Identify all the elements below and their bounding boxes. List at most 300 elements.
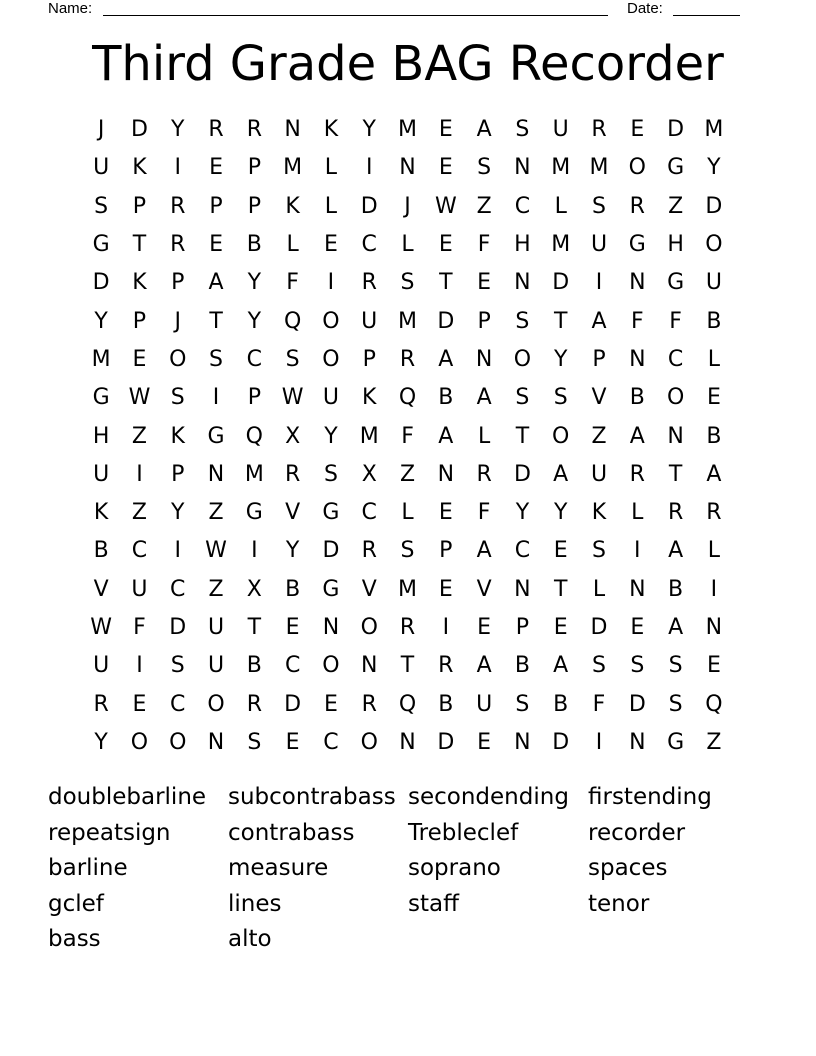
word-bank-item: secondending (408, 784, 569, 810)
grid-letter: Y (247, 270, 262, 296)
grid-letter: O (360, 615, 378, 640)
grid-letter: I (595, 729, 603, 755)
grid-letter: A (208, 270, 224, 296)
grid-letter: M (359, 423, 379, 449)
grid-letter: R (93, 691, 109, 717)
grid-letter: T (209, 308, 223, 334)
word-bank-item: repeatsign (48, 819, 171, 846)
grid-letter: E (438, 155, 453, 181)
grid-letter: P (209, 193, 223, 219)
grid-letter: C (170, 576, 186, 602)
grid-letter: B (553, 691, 569, 717)
grid-letter: E (438, 500, 453, 526)
grid-letter: A (438, 423, 454, 449)
grid-letter: B (285, 576, 301, 602)
grid-letter: J (97, 117, 105, 143)
grid-letter: E (438, 576, 453, 602)
grid-letter: S (323, 461, 338, 487)
grid-letter: E (438, 117, 453, 143)
grid-letter: P (247, 155, 261, 181)
grid-letter: Y (553, 346, 568, 372)
grid-letter: R (170, 232, 186, 258)
grid-letter: F (477, 500, 491, 526)
grid-letter: I (174, 155, 181, 181)
grid-letter: S (515, 117, 530, 143)
grid-letter: S (592, 653, 606, 679)
grid-letter: T (247, 615, 262, 640)
grid-letter: U (207, 653, 225, 679)
grid-letter: Z (208, 576, 224, 602)
grid-letter: R (667, 500, 684, 526)
grid-letter: E (285, 729, 300, 755)
grid-letter: Z (706, 729, 722, 755)
grid-letter: E (553, 538, 568, 564)
grid-letter: S (592, 538, 606, 564)
grid-letter: U (476, 691, 493, 717)
grid-row (82, 417, 733, 455)
grid-letter: E (323, 232, 338, 258)
grid-letter: R (170, 193, 186, 219)
grid-letter: I (595, 270, 603, 296)
grid-letter: Y (707, 155, 721, 181)
grid-letter: S (400, 270, 415, 296)
word-bank-item: alto (228, 926, 272, 952)
grid-letter: D (628, 691, 646, 717)
grid-letter: P (477, 308, 491, 334)
grid-letter: S (592, 193, 606, 219)
grid-letter: T (553, 576, 568, 602)
page-title: Third Grade BAG Recorder (92, 36, 724, 92)
grid-letter: O (666, 385, 685, 411)
grid-letter: S (247, 729, 262, 755)
grid-letter: Z (399, 461, 416, 487)
grid-letter: B (668, 576, 684, 602)
grid-letter: R (476, 461, 492, 487)
grid-letter: I (442, 615, 450, 640)
grid-letter: L (324, 155, 338, 181)
grid-letter: O (360, 729, 378, 755)
grid-letter: L (401, 232, 414, 258)
header-line (0, 0, 816, 20)
grid-letter: O (322, 308, 340, 334)
grid-letter: Y (362, 117, 376, 143)
word-bank-item: barline (48, 855, 128, 881)
grid-letter: U (590, 461, 608, 487)
grid-letter: M (551, 232, 571, 258)
grid-letter: R (246, 691, 262, 717)
grid-letter: D (590, 615, 608, 640)
grid-letter: V (361, 576, 377, 602)
grid-letter: L (401, 500, 414, 526)
grid-letter: C (246, 346, 263, 372)
grid-letter: S (170, 385, 185, 411)
grid-letter: E (630, 117, 645, 143)
grid-letter: W (281, 385, 304, 411)
word-bank-item: measure (228, 855, 329, 881)
grid-letter: N (207, 729, 225, 755)
grid-letter: E (706, 653, 721, 679)
grid-letter: N (284, 117, 301, 143)
grid-letter: Y (324, 423, 338, 449)
grid-letter: W (128, 385, 151, 411)
grid-letter: Y (94, 729, 108, 755)
grid-letter: C (514, 193, 531, 219)
grid-letter: U (93, 155, 110, 181)
grid-letter: B (706, 423, 722, 449)
grid-letter: I (174, 538, 181, 564)
word-bank-item: gclef (48, 890, 104, 917)
grid-letter: F (286, 270, 299, 296)
grid-letter: C (170, 691, 186, 717)
grid-letter: R (208, 117, 224, 143)
grid-letter: F (401, 423, 414, 449)
grid-letter: Z (668, 193, 684, 219)
grid-letter: W (205, 538, 227, 564)
word-bank-item: bass (48, 926, 101, 952)
grid-letter: L (324, 193, 338, 219)
grid-letter: N (629, 270, 646, 296)
grid-row (82, 149, 733, 187)
grid-letter: N (360, 653, 378, 679)
grid-letter: U (93, 461, 110, 487)
grid-letter: P (247, 385, 261, 411)
grid-letter: M (244, 461, 264, 487)
word-bank-item: Trebleclef (408, 819, 519, 846)
grid-letter: N (629, 729, 646, 755)
grid-letter: A (476, 385, 492, 411)
grid-letter: M (704, 117, 724, 143)
grid-letter: E (132, 346, 147, 372)
grid-letter: D (552, 729, 570, 755)
grid-letter: A (476, 538, 492, 564)
grid-letter: S (515, 691, 530, 717)
grid-letter: N (667, 423, 684, 449)
grid-row (82, 647, 733, 685)
grid-letter: L (631, 500, 644, 526)
word-bank-item: tenor (588, 890, 650, 917)
grid-letter: P (247, 193, 261, 219)
grid-letter: V (93, 576, 109, 602)
grid-letter: B (706, 308, 722, 334)
grid-letter: R (361, 538, 377, 564)
grid-letter: N (514, 576, 531, 602)
grid-letter: E (477, 615, 492, 640)
grid-letter: F (630, 308, 644, 334)
grid-letter: R (284, 461, 301, 487)
grid-letter: O (628, 155, 646, 181)
grid-letter: E (477, 729, 492, 755)
grid-letter: K (132, 155, 147, 181)
grid-letter: D (705, 193, 723, 219)
grid-letter: C (284, 653, 301, 679)
grid-letter: R (629, 461, 645, 487)
grid-letter: A (706, 461, 722, 487)
grid-letter: P (171, 270, 185, 296)
grid-letter: P (132, 308, 147, 334)
grid-letter: N (399, 155, 416, 181)
word-bank-item: recorder (588, 819, 686, 846)
grid-row (82, 302, 733, 340)
grid-letter: N (629, 576, 646, 602)
grid-letter: O (130, 729, 149, 755)
grid-letter: D (513, 461, 531, 487)
grid-letter: E (209, 232, 223, 258)
grid-letter: Z (208, 500, 224, 526)
grid-row (82, 456, 733, 494)
grid-letter: S (209, 346, 224, 372)
grid-letter: N (475, 346, 493, 372)
date-field[interactable] (673, 15, 740, 16)
grid-letter: D (667, 117, 685, 143)
grid-letter: B (438, 691, 454, 717)
grid-letter: L (554, 193, 567, 219)
grid-letter: R (629, 193, 645, 219)
grid-letter: M (551, 155, 571, 181)
grid-letter: G (667, 270, 685, 296)
grid-letter: R (246, 117, 262, 143)
grid-letter: Z (131, 423, 147, 449)
grid-letter: R (399, 615, 416, 640)
grid-letter: Z (591, 423, 607, 449)
grid-letter: K (170, 423, 185, 449)
grid-letter: I (251, 538, 258, 564)
word-bank-item: spaces (588, 855, 668, 881)
grid-letter: F (592, 691, 606, 717)
grid-letter: M (589, 155, 609, 181)
grid-letter: N (514, 155, 531, 181)
grid-letter: K (362, 385, 377, 411)
grid-letter: L (707, 538, 721, 564)
grid-letter: M (91, 346, 111, 372)
grid-letter: F (669, 308, 682, 334)
grid-letter: O (169, 346, 187, 372)
grid-letter: K (285, 193, 300, 219)
grid-letter: E (438, 232, 453, 258)
grid-letter: U (705, 270, 722, 296)
grid-row (82, 226, 733, 264)
grid-letter: S (285, 346, 300, 372)
grid-letter: P (439, 538, 453, 564)
grid-letter: B (93, 538, 109, 564)
grid-letter: G (245, 500, 263, 526)
grid-row (82, 111, 733, 149)
grid-letter: Z (476, 193, 492, 219)
grid-row (82, 494, 733, 532)
grid-letter: S (630, 653, 645, 679)
grid-letter: X (285, 423, 301, 449)
grid-letter: D (322, 538, 340, 564)
grid-letter: I (634, 538, 641, 564)
word-bank-item: staff (408, 890, 459, 917)
grid-letter: C (361, 500, 377, 526)
grid-letter: C (323, 729, 339, 755)
grid-letter: A (476, 653, 492, 679)
grid-letter: E (323, 691, 338, 717)
grid-letter: O (169, 729, 187, 755)
grid-letter: T (553, 308, 568, 334)
grid-letter: U (322, 385, 339, 411)
date-label: Date: (627, 0, 663, 17)
grid-letter: K (591, 500, 607, 526)
word-bank-item: firstending (588, 784, 712, 810)
grid-letter: I (136, 653, 143, 679)
grid-letter: N (207, 461, 225, 487)
grid-letter: M (398, 117, 418, 143)
grid-letter: Q (283, 308, 302, 334)
grid-letter: G (322, 500, 340, 526)
grid-letter: X (246, 576, 262, 602)
grid-letter: V (591, 385, 607, 411)
grid-letter: E (553, 615, 568, 640)
grid-letter: I (136, 461, 143, 487)
grid-letter: A (476, 117, 492, 143)
grid-letter: T (668, 461, 683, 487)
grid-letter: Q (245, 423, 263, 449)
grid-letter: S (170, 653, 185, 679)
grid-letter: C (361, 232, 377, 258)
grid-letter: E (706, 385, 721, 411)
grid-letter: Y (171, 500, 185, 526)
grid-letter: D (284, 691, 302, 717)
grid-letter: T (439, 270, 453, 296)
grid-letter: V (476, 576, 492, 602)
name-field[interactable] (103, 15, 608, 16)
grid-letter: Y (515, 500, 530, 526)
grid-letter: Z (131, 500, 147, 526)
grid-letter: D (437, 729, 455, 755)
grid-letter: T (515, 423, 530, 449)
grid-letter: D (169, 615, 187, 640)
grid-letter: S (668, 653, 683, 679)
grid-letter: H (514, 232, 531, 258)
grid-letter: O (322, 653, 340, 679)
grid-letter: L (592, 576, 606, 602)
grid-letter: S (553, 385, 568, 411)
grid-letter: R (591, 117, 607, 143)
grid-letter: H (92, 423, 110, 449)
grid-letter: N (437, 461, 455, 487)
grid-letter: U (93, 653, 110, 679)
grid-letter: E (630, 615, 645, 640)
grid-letter: Y (171, 117, 185, 143)
grid-letter: E (132, 691, 147, 717)
grid-letter: I (212, 385, 220, 411)
grid-letter: G (92, 232, 110, 258)
grid-letter: O (552, 423, 570, 449)
grid-letter: N (705, 615, 723, 640)
grid-letter: R (361, 691, 377, 717)
grid-letter: K (132, 270, 147, 296)
grid-letter: D (130, 117, 148, 143)
grid-letter: F (477, 232, 491, 258)
grid-letter: W (434, 193, 457, 219)
grid-letter: S (515, 385, 530, 411)
grid-letter: Q (705, 691, 723, 717)
grid-row (82, 685, 733, 723)
word-bank-item: soprano (408, 855, 501, 881)
grid-letter: R (399, 346, 416, 372)
grid-letter: F (133, 615, 146, 640)
grid-letter: P (592, 346, 606, 372)
grid-letter: A (668, 615, 684, 640)
grid-letter: N (514, 729, 531, 755)
grid-letter: D (437, 308, 455, 334)
grid-letter: T (132, 232, 147, 258)
grid-letter: C (131, 538, 148, 564)
grid-letter: S (515, 308, 530, 334)
grid-letter: U (361, 308, 378, 334)
grid-letter: Q (398, 691, 417, 717)
grid-letter: Y (285, 538, 300, 564)
grid-letter: A (553, 653, 569, 679)
grid-letter: L (477, 423, 491, 449)
grid-letter: R (361, 270, 377, 296)
grid-letter: Y (553, 500, 568, 526)
grid-letter: Y (247, 308, 262, 334)
grid-letter: X (361, 461, 377, 487)
grid-letter: W (90, 615, 113, 640)
grid-row (82, 379, 733, 417)
grid-letter: G (667, 729, 685, 755)
word-bank-item: subcontrabass (228, 784, 396, 810)
grid-letter: A (629, 423, 645, 449)
grid-letter: O (513, 346, 532, 372)
grid-letter: H (667, 232, 684, 258)
word-bank-item: lines (228, 890, 282, 917)
grid-letter: Q (398, 385, 417, 411)
grid-letter: C (667, 346, 684, 372)
grid-letter: I (365, 155, 373, 181)
grid-letter: M (398, 576, 418, 602)
grid-letter: B (246, 232, 262, 258)
grid-row (82, 264, 733, 302)
grid-letter: P (515, 615, 530, 640)
grid-row (82, 188, 733, 226)
grid-row (82, 724, 733, 762)
word-bank-item: doublebarline (48, 784, 207, 810)
grid-letter: T (400, 653, 415, 679)
grid-row (82, 341, 733, 379)
grid-letter: A (591, 308, 607, 334)
grid-letter: I (710, 576, 718, 602)
grid-letter: M (398, 308, 418, 334)
grid-letter: A (553, 461, 569, 487)
grid-letter: A (668, 538, 684, 564)
grid-row (82, 571, 733, 609)
grid-letter: N (399, 729, 416, 755)
grid-letter: S (668, 691, 683, 717)
grid-letter: D (552, 270, 570, 296)
grid-letter: I (327, 270, 335, 296)
grid-letter: P (132, 193, 147, 219)
grid-letter: M (283, 155, 303, 181)
grid-letter: G (92, 385, 110, 411)
grid-letter: V (285, 500, 301, 526)
grid-letter: N (322, 615, 340, 640)
grid-letter: U (552, 117, 569, 143)
grid-letter: G (207, 423, 225, 449)
grid-letter: L (707, 346, 721, 372)
name-label: Name: (48, 0, 93, 17)
grid-letter: J (404, 193, 411, 219)
grid-letter: U (131, 576, 148, 602)
grid-row (82, 609, 733, 647)
grid-letter: Y (94, 308, 108, 334)
grid-letter: C (514, 538, 531, 564)
grid-letter: G (667, 155, 685, 181)
grid-letter: O (207, 691, 225, 717)
grid-letter: E (285, 615, 300, 640)
